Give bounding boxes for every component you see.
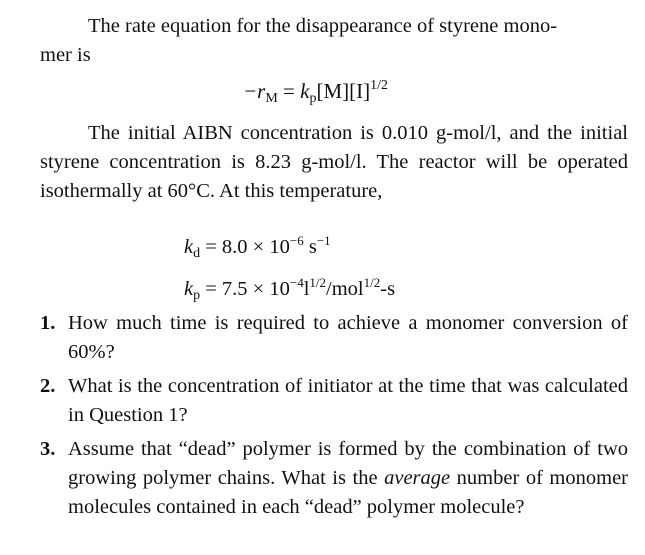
equals-sign: = xyxy=(277,79,301,103)
question-3 xyxy=(40,435,628,522)
rate-constant-sub: p xyxy=(309,91,317,106)
question-3-number: 3. xyxy=(40,438,56,460)
kd-exponent: −6 xyxy=(289,233,304,248)
question-2-number: 2. xyxy=(40,375,56,397)
question-2-text: What is the concentration of initiator at the time that was calculated in Question 1? xyxy=(68,375,628,426)
intro-line-2: mer is xyxy=(40,44,91,66)
question-1 xyxy=(40,309,628,367)
question-2 xyxy=(40,372,628,430)
rate-lhs-sub: M xyxy=(265,91,278,106)
question-3-text xyxy=(68,435,628,522)
kp-tail-exponent: 1/2 xyxy=(363,275,381,290)
question-1-text: How much time is required to achieve a monomer conversion of 60%? xyxy=(68,312,628,363)
conditions-paragraph xyxy=(40,119,628,206)
kd-symbol: k xyxy=(184,236,194,258)
kp-value: = 7.5 × 10 xyxy=(200,278,290,300)
kp-unit-tail: /mol xyxy=(326,278,364,300)
kd-sub: d xyxy=(193,246,201,261)
kp-symbol: k xyxy=(184,278,194,300)
kp-unit-exponent: 1/2 xyxy=(309,275,327,290)
intro-paragraph xyxy=(40,12,628,70)
rate-concentrations: [M][I] xyxy=(316,79,371,103)
question-3-emphasis: average xyxy=(384,467,451,489)
rate-exponent: 1/2 xyxy=(370,78,388,93)
kd-value: = 8.0 × 10 xyxy=(200,236,290,258)
question-3-text-before: Assume that “dead” polymer is formed by the combination of two growing polymer chains. What is the xyxy=(68,438,628,489)
question-1-number: 1. xyxy=(40,312,56,334)
rate-equation xyxy=(243,78,388,107)
kd-unit-exponent: −1 xyxy=(316,233,331,248)
kd-unit: s xyxy=(303,236,317,258)
kp-exponent: −4 xyxy=(289,275,304,290)
question-3-text-after: number of monomer molecules contained in each “dead” polymer molecule? xyxy=(68,467,628,518)
constant-kd xyxy=(184,226,395,268)
kp-sub: p xyxy=(193,288,201,303)
rate-constant: k xyxy=(300,79,310,103)
kp-unit-end: -s xyxy=(380,278,396,300)
constants-block xyxy=(184,226,395,310)
intro-line-1: The rate equation for the disappearance of styrene mono- xyxy=(88,15,558,37)
constant-kp xyxy=(184,268,395,310)
kp-unit: l xyxy=(303,278,310,300)
rate-lhs: −r xyxy=(243,79,266,103)
conditions-text: The initial AIBN concentration is 0.010 g-mol/l, and the initial styrene concentration is 8.23 g-mol/l. The reactor will be operated isothermally at 60°C. At this temperature, xyxy=(40,122,628,202)
